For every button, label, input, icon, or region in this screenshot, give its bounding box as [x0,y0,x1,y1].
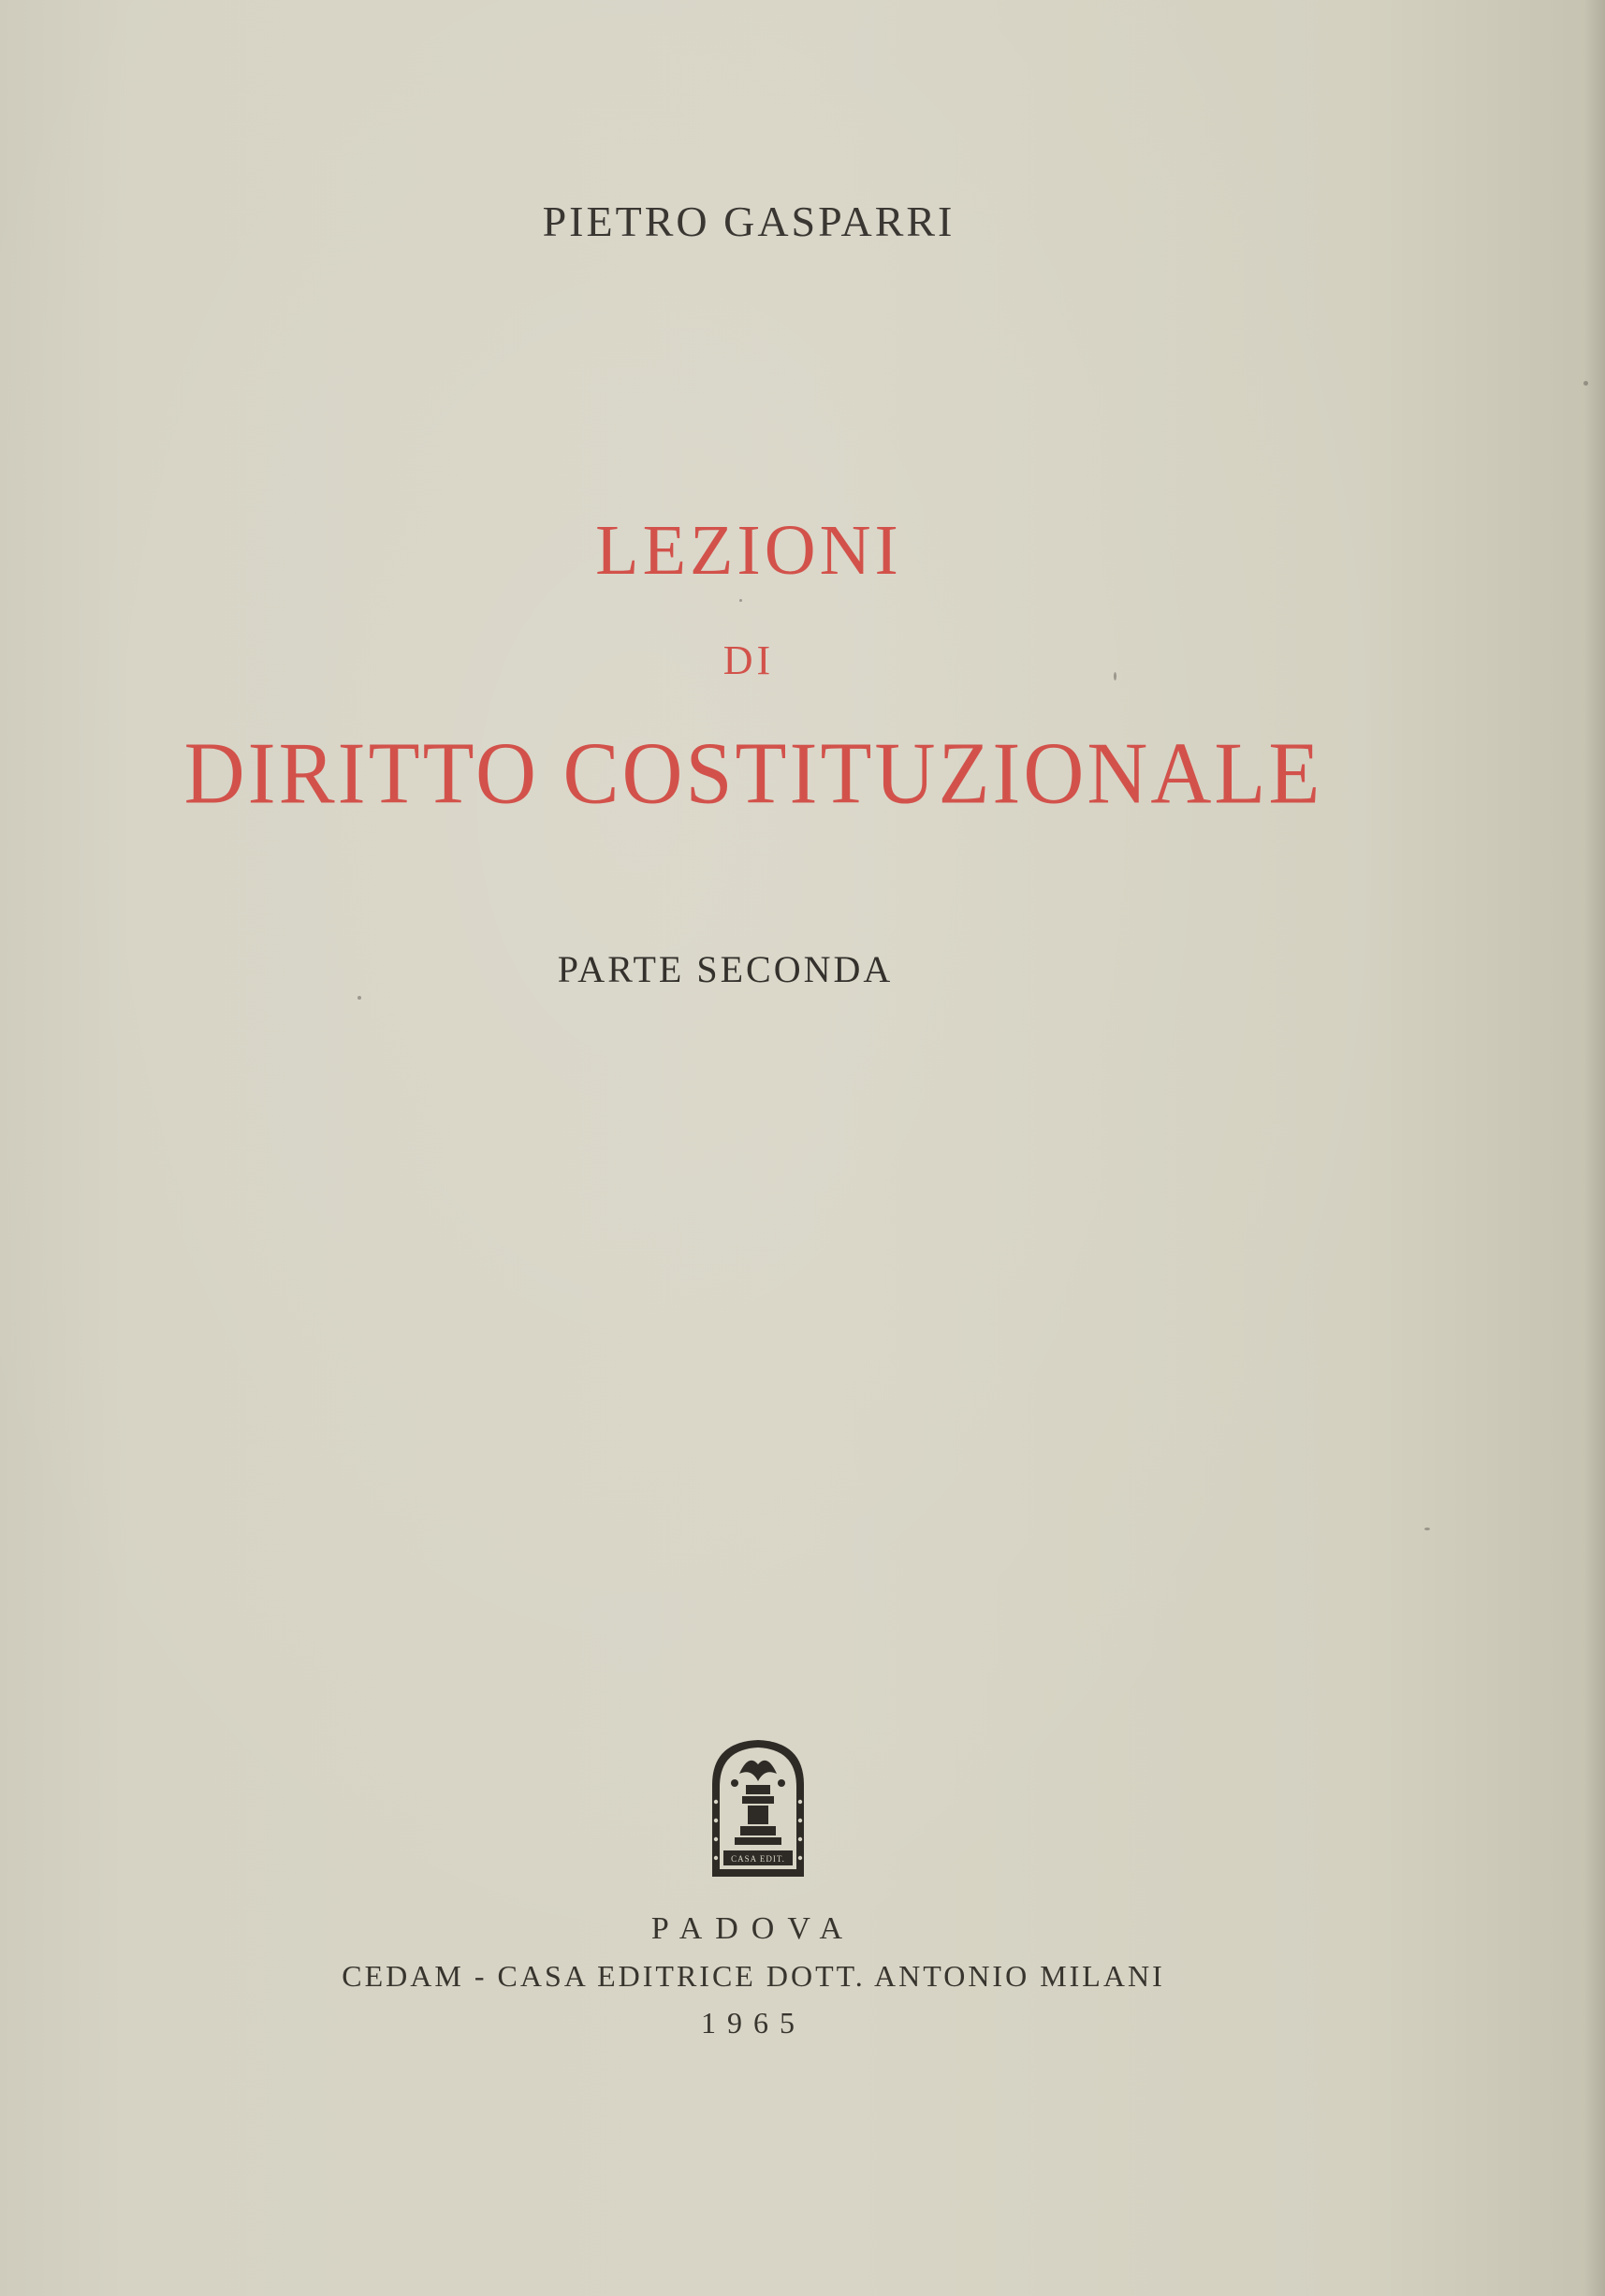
publisher-emblem-icon [707,1736,810,1881]
title-line-lezioni: LEZIONI [595,511,902,590]
paper-speck [1114,672,1116,680]
title-line-diritto-costituzionale: DIRITTO COSTITUZIONALE [183,724,1323,823]
part-subtitle: PARTE SECONDA [557,948,894,990]
imprint-city: PADOVA [650,1911,856,1946]
svg-text:CASA EDIT.: CASA EDIT. [731,1854,785,1864]
paper-speck [739,599,742,602]
paper-speck [1583,381,1588,386]
title-line-di: DI [722,637,775,683]
paper-speck [1424,1528,1430,1530]
author-name: PIETRO GASPARRI [542,197,956,245]
page-edge-shadow [1584,0,1605,2296]
imprint-year: 1965 [701,2006,806,2040]
paper-speck [357,996,361,1000]
imprint-publisher: CEDAM - CASA EDITRICE DOTT. ANTONIO MILANI [342,1959,1165,1993]
